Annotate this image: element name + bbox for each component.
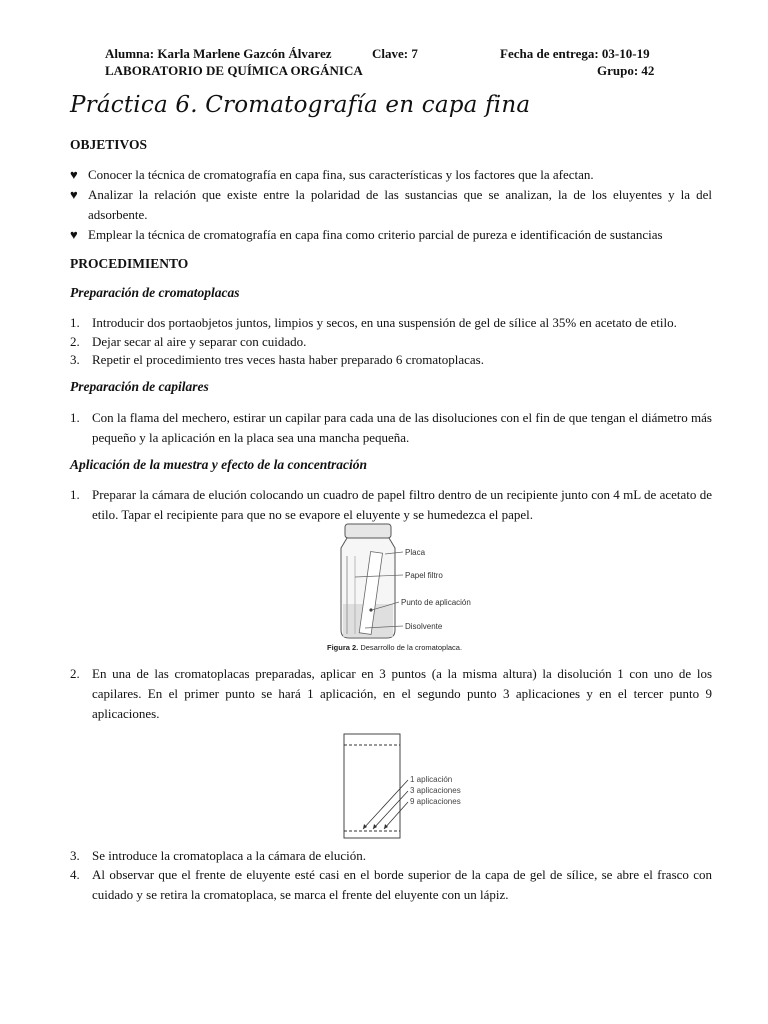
label-placa: Placa: [405, 548, 426, 557]
objetivos-heading: OBJETIVOS: [70, 137, 148, 152]
step-item: [70, 865, 712, 905]
step-item: [70, 485, 712, 525]
plate-outline: [344, 734, 400, 838]
label-punto-aplicacion: Punto de aplicación: [401, 598, 471, 607]
figure-caption-text: Desarrollo de la cromatoplaca.: [358, 643, 463, 652]
step-text: Preparar la cámara de elución colocando un cuadro de papel filtro dentro de un recipiente junto con 4 mL de acetato de etilo. Tapar el recipiente para que no se evapore el eluyente y se humedezca el papel.: [92, 487, 712, 522]
step-number: 4.: [70, 867, 80, 882]
student-name: Alumna: Karla Marlene Gazcón Álvarez: [105, 46, 332, 61]
step-text: Se introduce la cromatoplaca a la cámara de elución.: [92, 848, 366, 863]
step-text: Al observar que el frente de eluyente esté casi en el borde superior de la capa de gel de sílice, se abre el frasco con cuidado y se retira la cromatoplaca, se marca el frente del eluyente con un lápiz.: [92, 867, 712, 902]
step-item: [70, 408, 712, 448]
subheading-cromatoplacas: Preparación de cromatoplacas: [70, 285, 240, 300]
objective-text: Conocer la técnica de cromatografía en capa fina, sus características y los factores que la afectan.: [88, 167, 594, 182]
step-number: 2.: [70, 666, 80, 681]
step-number: 2.: [70, 334, 80, 349]
step-text: Repetir el procedimiento tres veces hasta haber preparado 6 cromatoplacas.: [92, 352, 484, 367]
jar-drawing: [341, 524, 403, 638]
step-text: En una de las cromatoplacas preparadas, aplicar en 3 puntos (a la misma altura) la disolución 1 con uno de los capilares. En el primer punto se hará 1 aplicación, en el segundo punto 3 aplicaciones y en el tercer punto 9 aplicaciones.: [92, 666, 712, 721]
step-number: 1.: [70, 315, 80, 330]
step-text: Con la flama del mechero, estirar un capilar para cada una de las disoluciones con el fin de que tengan el diámetro más pequeño y la aplicación en la placa sea una mancha pequeña.: [92, 410, 712, 445]
step-item: [70, 350, 712, 370]
subheading-capilares: Preparación de capilares: [70, 379, 209, 394]
group-number: Grupo: 42: [597, 63, 655, 78]
label-9-aplicaciones: 9 aplicaciones: [410, 797, 461, 806]
label-disolvente: Disolvente: [405, 622, 443, 631]
clave: Clave: 7: [372, 46, 418, 61]
heart-bullet-icon: ♥: [70, 187, 78, 202]
objective-text: Emplear la técnica de cromatografía en capa fina como criterio parcial de pureza e identificación de sustancias: [88, 227, 663, 242]
objective-text: Analizar la relación que existe entre la polaridad de las sustancias que se analizan, la de los eluyentes y la del adsorbente.: [88, 187, 712, 222]
step-text: Dejar secar al aire y separar con cuidado.: [92, 334, 307, 349]
step-number: 1.: [70, 410, 80, 425]
figure-jar-illustration: [325, 522, 655, 654]
figure-caption-number: Figura 2.: [327, 643, 359, 652]
objective-item: [70, 165, 712, 185]
step-item: [70, 664, 712, 724]
label-1-aplicacion: 1 aplicación: [410, 775, 453, 784]
page-title: Práctica 6. Cromatografía en capa fina: [70, 92, 531, 118]
objective-item: [70, 185, 712, 225]
step-number: 3.: [70, 848, 80, 863]
figure-caption: [327, 643, 462, 652]
step-item: [70, 846, 712, 866]
label-3-aplicaciones: 3 aplicaciones: [410, 786, 461, 795]
delivery-date: Fecha de entrega: 03-10-19: [500, 46, 650, 61]
heart-bullet-icon: ♥: [70, 167, 78, 182]
step-text: Introducir dos portaobjetos juntos, limpios y secos, en una suspensión de gel de sílice al 35% en acetato de etilo.: [92, 315, 677, 330]
figure-plate-diagram: [340, 732, 490, 840]
heart-bullet-icon: ♥: [70, 227, 78, 242]
procedimiento-heading: PROCEDIMIENTO: [70, 256, 189, 271]
step-item: [70, 313, 712, 333]
step-number: 3.: [70, 352, 80, 367]
label-papel-filtro: Papel filtro: [405, 571, 443, 580]
objective-item: [70, 225, 712, 245]
lab-name: LABORATORIO DE QUÍMICA ORGÁNICA: [105, 63, 363, 78]
step-item: [70, 332, 712, 352]
step-number: 1.: [70, 487, 80, 502]
subheading-aplicacion: Aplicación de la muestra y efecto de la concentración: [70, 457, 367, 472]
